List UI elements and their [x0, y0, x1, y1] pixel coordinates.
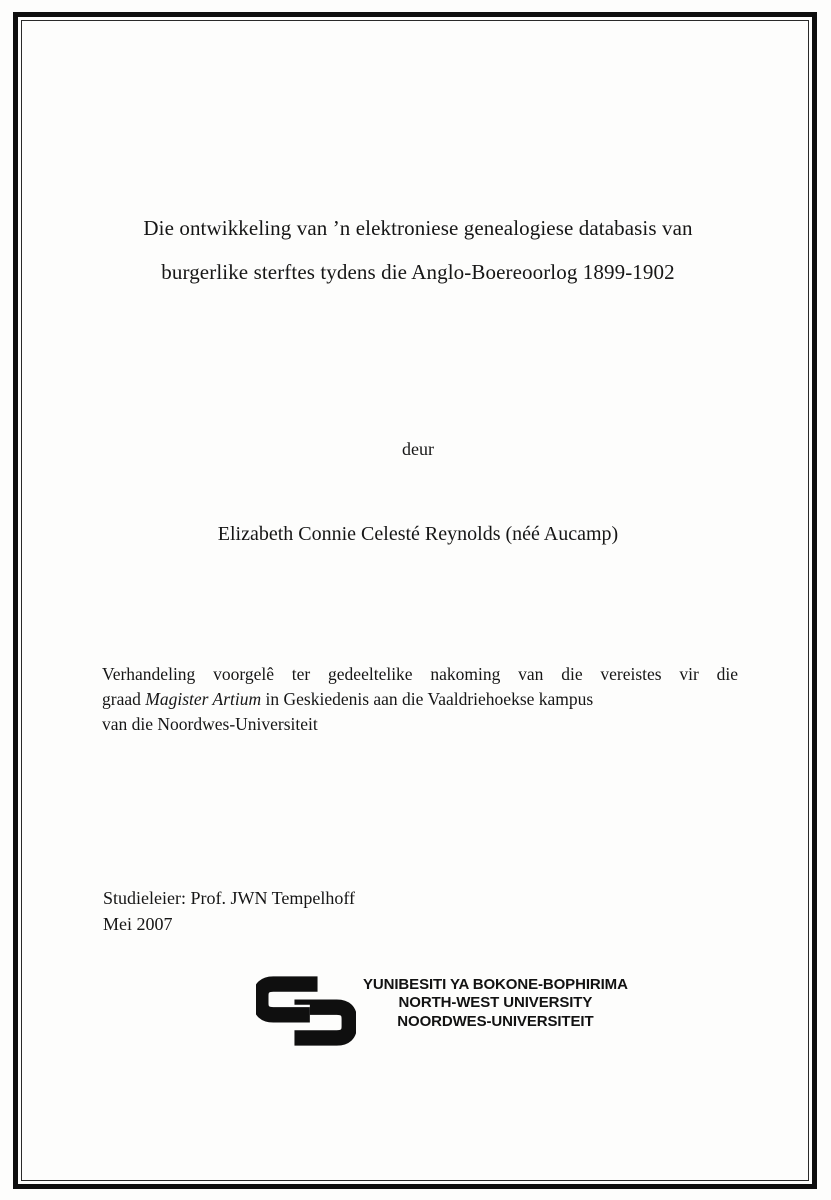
supervisor-line: Studieleier: Prof. JWN Tempelhoff — [103, 888, 356, 908]
nwu-logo-line3: NOORDWES-UNIVERSITEIT — [397, 1012, 594, 1030]
supervisor-block — [103, 886, 355, 937]
submission-line1: Verhandeling voorgelê ter gedeeltelike nakoming van die vereistes vir die — [102, 664, 738, 684]
submission-line2 — [102, 687, 738, 712]
date-line: Mei 2007 — [103, 913, 173, 934]
nwu-logo — [256, 975, 628, 1047]
thesis-title-line2: burgerlike sterftes tydens die Anglo-Boereoorlog 1899-1902 — [161, 260, 675, 284]
nwu-chain-links-icon — [256, 975, 356, 1047]
submission-line2-pre: graad — [102, 688, 146, 709]
nwu-logo-wordmark — [363, 975, 628, 1031]
submission-line2-post: in Geskiedenis aan die Vaaldriehoekse kampus — [261, 688, 594, 709]
author-name: Elizabeth Connie Celesté Reynolds (néé Aucamp) — [217, 523, 619, 545]
submission-statement — [102, 662, 738, 736]
submission-line3: van die Noordwes-Universiteit — [102, 713, 318, 734]
byline-label: deur — [402, 439, 434, 459]
nwu-logo-line1: YUNIBESITI YA BOKONE-BOPHIRIMA — [363, 976, 628, 993]
thesis-title — [98, 206, 738, 294]
degree-name-italic: Magister Artium — [145, 688, 262, 709]
nwu-logo-line2: NORTH-WEST UNIVERSITY — [398, 994, 593, 1012]
thesis-title-line1: Die ontwikkeling van ’n elektroniese genealogiese databasis van — [143, 216, 693, 240]
